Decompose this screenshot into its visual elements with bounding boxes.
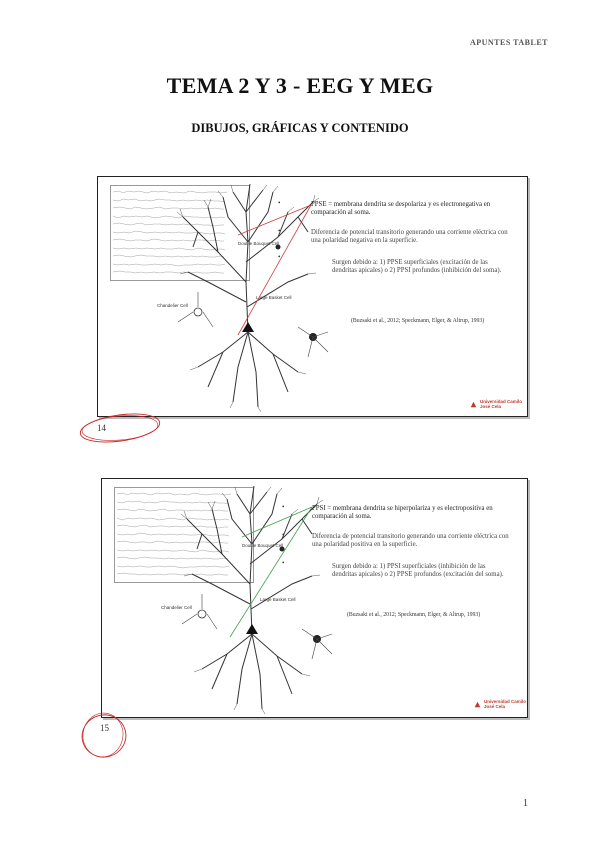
label-large-basket: Large Basket Cell (260, 597, 296, 602)
label-double-bouquet: Double Bouquet Cell (242, 543, 284, 548)
slide-number: 15 (100, 723, 109, 733)
handwritten-circle (78, 711, 130, 761)
slide-subpoint: Surgen debido a: 1) PPSI superficiales (inhibición de las dendritas apicales) o 2) PPSE profundos (excitación del soma). (332, 563, 504, 578)
page-number: 1 (523, 798, 528, 809)
university-logo: Universidad Camilo José Cela (474, 699, 528, 709)
bullet: • (278, 227, 281, 235)
bullet: • (282, 503, 285, 511)
citation: (Buzsaki et al., 2012; Speckmann, Elger, & Altrup, 1993) (347, 612, 481, 618)
logo-icon (474, 701, 481, 708)
bullet: • (282, 559, 285, 567)
label-chandelier: Chandelier Cell (157, 303, 188, 308)
handwritten-circle (76, 411, 164, 445)
header-label: APUNTES TABLET (469, 38, 548, 47)
label-double-bouquet: Double Bouquet Cell (238, 241, 280, 246)
bullet: • (278, 199, 281, 207)
slide-14 (97, 176, 528, 417)
label-large-basket: Large Basket Cell (256, 295, 292, 300)
slide-15 (101, 478, 528, 718)
logo-icon (470, 401, 477, 408)
slide-heading: PPSI = membrana dendrita se hiperpolariza y es electropositiva en comparación al soma. (312, 505, 493, 520)
bullet: • (278, 253, 281, 261)
citation: (Buzsaki et al., 2012; Speckmann, Elger, & Altrup, 1993) (351, 318, 485, 324)
slide-point: Diferencia de potencial transitorio generando una corriente eléctrica con una polaridad positiva en la superficie. (312, 533, 509, 548)
page-title: TEMA 2 Y 3 - EEG Y MEG (166, 73, 434, 98)
page-subtitle: DIBUJOS, GRÁFICAS Y CONTENIDO (191, 121, 409, 135)
slide-heading: PPSE = membrana dendrita se despolariza y es electronegativa en comparación al soma. (311, 201, 491, 216)
label-chandelier: Chandelier Cell (161, 605, 192, 610)
slide-subpoint: Surgen debido a: 1) PPSE superficiales (excitación de las dendritas apicales) o 2) PPSI profundos (inhibición del soma). (332, 259, 502, 274)
slide-point: Diferencia de potencial transitorio generando una corriente eléctrica con una polaridad negativa en la superficie. (311, 229, 508, 244)
bullet: • (282, 531, 285, 539)
university-logo: Universidad Camilo José Cela (470, 399, 524, 409)
slide-number: 14 (97, 423, 106, 433)
